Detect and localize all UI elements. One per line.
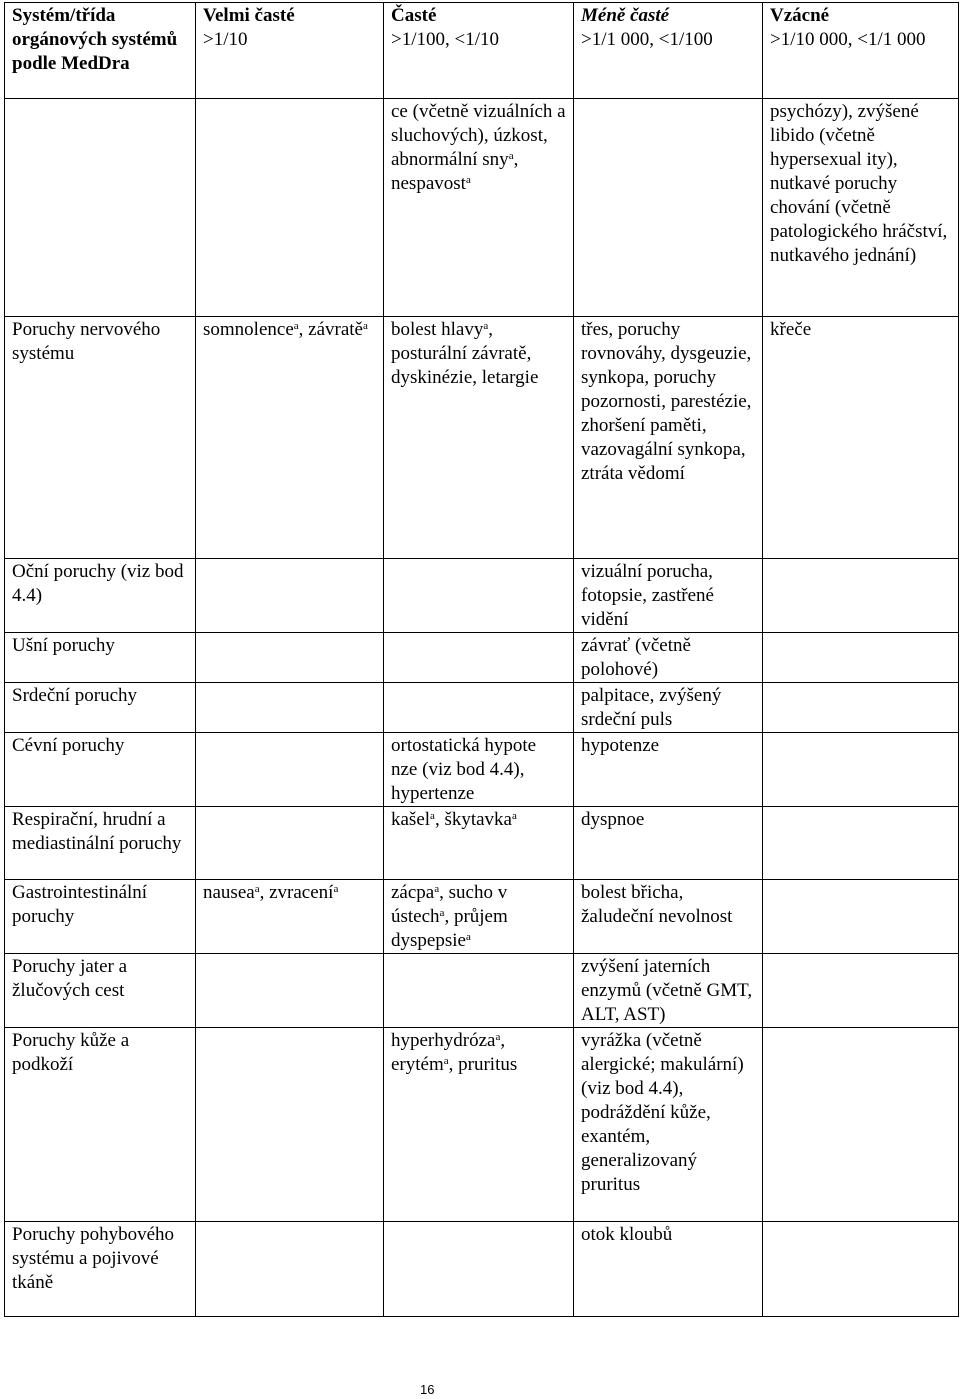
soc-cell bbox=[5, 880, 196, 954]
header-common bbox=[384, 3, 574, 99]
footnote-marker: a bbox=[508, 150, 514, 162]
common-text-mid: , erytém bbox=[391, 1030, 506, 1075]
table-row bbox=[5, 880, 959, 954]
footnote-marker: a bbox=[511, 810, 517, 822]
header-uncommon-label: Méně časté bbox=[581, 5, 670, 26]
soc-cell bbox=[5, 954, 196, 1028]
header-rare bbox=[763, 3, 959, 99]
common-cell bbox=[384, 733, 574, 807]
uncommon-text: závrať (včetně polohové) bbox=[581, 635, 691, 680]
footnote-marker: a bbox=[430, 810, 435, 822]
footnote-marker: a bbox=[434, 883, 440, 895]
header-rare-range: >1/10 000, <1/1 000 bbox=[770, 29, 926, 50]
table-row bbox=[5, 559, 959, 633]
common-cell bbox=[384, 1028, 574, 1222]
uncommon-cell bbox=[574, 683, 763, 733]
header-very-common-range: >1/10 bbox=[203, 29, 248, 50]
very-common-cell bbox=[196, 1222, 384, 1317]
footnote-marker: a bbox=[495, 1031, 501, 1043]
soc-text: Poruchy nervového systému bbox=[12, 319, 161, 364]
very-common-cell bbox=[196, 1028, 384, 1222]
very-common-cell bbox=[196, 683, 384, 733]
very-common-cell bbox=[196, 733, 384, 807]
uncommon-cell bbox=[574, 954, 763, 1028]
soc-cell bbox=[5, 633, 196, 683]
soc-text: Poruchy kůže a podkoží bbox=[12, 1030, 130, 1075]
footnote-marker: a bbox=[439, 907, 445, 919]
soc-cell bbox=[5, 1028, 196, 1222]
table-row bbox=[5, 683, 959, 733]
soc-cell bbox=[5, 99, 196, 317]
very-common-text-tail: , zvracení bbox=[259, 882, 334, 903]
table-row bbox=[5, 1222, 959, 1317]
header-row bbox=[5, 3, 959, 99]
uncommon-cell bbox=[574, 1222, 763, 1317]
common-cell bbox=[384, 1222, 574, 1317]
footnote-marker: a bbox=[443, 1055, 449, 1067]
footnote-marker: a bbox=[465, 931, 471, 943]
soc-text: Respirační, hrudní a mediastinální poruchy bbox=[12, 809, 182, 854]
common-text-tail: , pruritus bbox=[448, 1054, 518, 1075]
rare-cell bbox=[763, 880, 959, 954]
soc-text: Ušní poruchy bbox=[12, 635, 115, 656]
footnote-marker: a bbox=[293, 320, 299, 332]
rare-cell bbox=[763, 954, 959, 1028]
soc-text: Gastrointestinální poruchy bbox=[12, 882, 148, 927]
uncommon-cell bbox=[574, 880, 763, 954]
common-cell bbox=[384, 633, 574, 683]
rare-cell bbox=[763, 317, 959, 559]
table-row bbox=[5, 954, 959, 1028]
uncommon-cell bbox=[574, 317, 763, 559]
common-text: ortostatická hypote nze (viz bod 4.4), hypertenze bbox=[391, 735, 537, 804]
rare-cell bbox=[763, 1028, 959, 1222]
uncommon-text: otok kloubů bbox=[581, 1224, 673, 1245]
rare-cell bbox=[763, 99, 959, 317]
rare-text: křeče bbox=[770, 319, 812, 340]
uncommon-text: palpitace, zvýšený srdeční puls bbox=[581, 685, 722, 730]
footnote-marker: a bbox=[363, 320, 368, 332]
common-cell bbox=[384, 880, 574, 954]
soc-text: Poruchy jater a žlučových cest bbox=[12, 956, 128, 1001]
footnote-marker: a bbox=[254, 883, 260, 895]
soc-cell bbox=[5, 733, 196, 807]
common-text-tail: , průjem dyspepsie bbox=[391, 906, 508, 951]
soc-cell bbox=[5, 317, 196, 559]
table-row bbox=[5, 1028, 959, 1222]
rare-cell bbox=[763, 683, 959, 733]
very-common-cell bbox=[196, 880, 384, 954]
soc-cell bbox=[5, 683, 196, 733]
uncommon-cell bbox=[574, 807, 763, 880]
uncommon-text: dyspnoe bbox=[581, 809, 645, 830]
header-uncommon bbox=[574, 3, 763, 99]
common-text: kašel bbox=[391, 809, 431, 830]
soc-text: Oční poruchy (viz bod 4.4) bbox=[12, 561, 184, 606]
common-cell bbox=[384, 954, 574, 1028]
soc-text: Poruchy pohybového systému a pojivové tkáně bbox=[12, 1224, 175, 1293]
very-common-cell bbox=[196, 317, 384, 559]
uncommon-text: vyrážka (včetně alergické; makulární) (viz bod 4.4), podráždění kůže, exantém, generalizovaný pruritus bbox=[581, 1030, 744, 1195]
common-text: bolest hlavy bbox=[391, 319, 484, 340]
rare-text: psychózy), zvýšené libido (včetně hypersexual ity), nutkavé poruchy chování (včetně patologického hráčství, nutkavého jednání) bbox=[770, 101, 948, 266]
header-very-common-label: Velmi časté bbox=[203, 5, 295, 26]
very-common-text-tail: , závratě bbox=[298, 319, 363, 340]
common-text-mid: , sucho v ústech bbox=[391, 882, 508, 927]
rare-cell bbox=[763, 633, 959, 683]
table-row bbox=[5, 317, 959, 559]
uncommon-text: hypotenze bbox=[581, 735, 660, 756]
common-cell bbox=[384, 559, 574, 633]
common-cell bbox=[384, 99, 574, 317]
uncommon-cell bbox=[574, 633, 763, 683]
table-row bbox=[5, 633, 959, 683]
header-soc bbox=[5, 3, 196, 99]
uncommon-text: třes, poruchy rovnováhy, dysgeuzie, synkopa, poruchy pozornosti, parestézie, zhoršení paměti, vazovagální synkopa, ztráta vědomí bbox=[581, 319, 752, 484]
footnote-marker: a bbox=[333, 883, 339, 895]
very-common-cell bbox=[196, 99, 384, 317]
rare-cell bbox=[763, 807, 959, 880]
common-cell bbox=[384, 807, 574, 880]
soc-cell bbox=[5, 559, 196, 633]
very-common-cell bbox=[196, 807, 384, 880]
footnote-marker: a bbox=[465, 174, 471, 186]
common-text-tail: , posturální závratě, dyskinézie, letargie bbox=[391, 319, 539, 388]
soc-cell bbox=[5, 1222, 196, 1317]
uncommon-cell bbox=[574, 559, 763, 633]
soc-cell bbox=[5, 807, 196, 880]
page-number: 16 bbox=[420, 1382, 435, 1397]
adverse-reactions-table bbox=[4, 2, 959, 1317]
very-common-cell bbox=[196, 954, 384, 1028]
uncommon-text: vizuální porucha, fotopsie, zastřené vidění bbox=[581, 561, 714, 630]
soc-text: Cévní poruchy bbox=[12, 735, 125, 756]
header-uncommon-range: >1/1 000, <1/100 bbox=[581, 29, 713, 50]
header-common-label: Časté bbox=[391, 5, 437, 26]
table-row bbox=[5, 99, 959, 317]
very-common-text: nausea bbox=[203, 882, 255, 903]
very-common-text: somnolence bbox=[203, 319, 294, 340]
common-text-tail: , škytavka bbox=[434, 809, 512, 830]
common-text: ce (včetně vizuálních a sluchových), úzkost, abnormální sny bbox=[391, 101, 566, 170]
adverse-reactions-page bbox=[4, 2, 958, 1317]
uncommon-text: bolest břicha, žaludeční nevolnost bbox=[581, 882, 733, 927]
uncommon-text: zvýšení jaterních enzymů (včetně GMT, ALT, AST) bbox=[581, 956, 753, 1025]
common-cell bbox=[384, 683, 574, 733]
uncommon-cell bbox=[574, 1028, 763, 1222]
rare-cell bbox=[763, 733, 959, 807]
soc-text: Srdeční poruchy bbox=[12, 685, 138, 706]
rare-cell bbox=[763, 1222, 959, 1317]
very-common-cell bbox=[196, 633, 384, 683]
uncommon-cell bbox=[574, 733, 763, 807]
uncommon-cell bbox=[574, 99, 763, 317]
common-text-tail: , nespavost bbox=[391, 149, 519, 194]
footnote-marker: a bbox=[483, 320, 489, 332]
common-cell bbox=[384, 317, 574, 559]
rare-cell bbox=[763, 559, 959, 633]
header-very-common bbox=[196, 3, 384, 99]
header-common-range: >1/100, <1/10 bbox=[391, 29, 499, 50]
table-row bbox=[5, 807, 959, 880]
common-text: zácpa bbox=[391, 882, 435, 903]
header-rare-label: Vzácné bbox=[770, 5, 830, 26]
very-common-cell bbox=[196, 559, 384, 633]
header-soc-text: Systém/třída orgánových systémů podle MedDra bbox=[12, 5, 178, 74]
common-text: hyperhydróza bbox=[391, 1030, 496, 1051]
table-row bbox=[5, 733, 959, 807]
